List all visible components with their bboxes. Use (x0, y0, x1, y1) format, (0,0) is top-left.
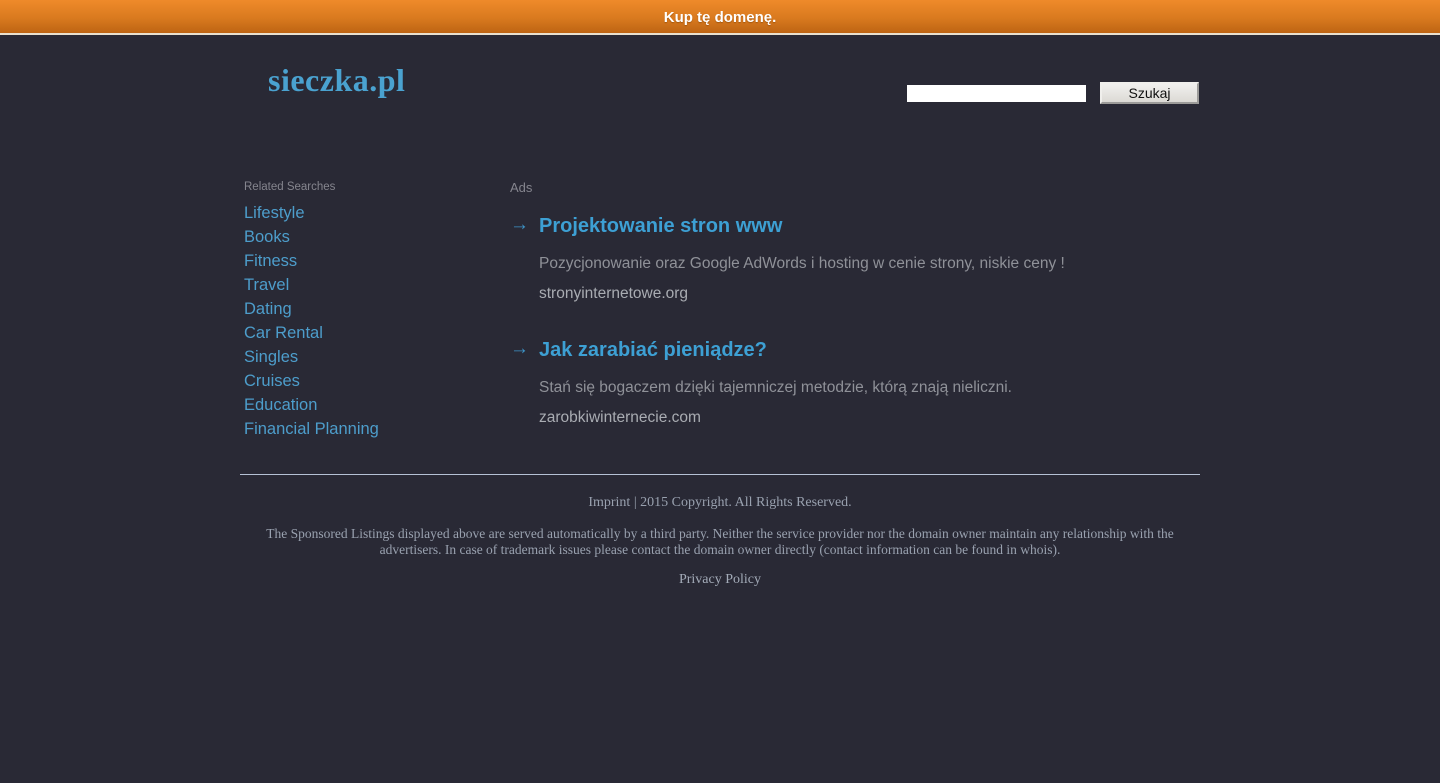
search-area (907, 82, 1199, 104)
main-content (240, 181, 1200, 441)
sponsored-listings-disclaimer: The Sponsored Listings displayed above are served automatically by a third party. Neither the service provider nor the domain owner maintain any relationship with the advertisers. In case of trademark issues please contact the domain owner directly (contact information can be found in whois). (266, 526, 1174, 557)
buy-domain-banner-text: Kup tę domenę. (663, 9, 777, 26)
copyright-text: | 2015 Copyright. All Rights Reserved. (633, 495, 852, 510)
ad-listing-2 (510, 339, 1200, 426)
ads-column (510, 181, 1200, 426)
imprint-link[interactable]: Imprint (588, 495, 631, 510)
related-link-singles[interactable]: Singles (244, 348, 299, 366)
ad-title-link[interactable]: Jak zarabiać pieniądze? (539, 339, 767, 361)
related-link-financial-planning[interactable]: Financial Planning (244, 420, 379, 438)
site-logo[interactable]: sieczka.pl (268, 62, 406, 98)
list-item (244, 321, 510, 345)
related-link-books[interactable]: Books (244, 228, 290, 246)
ads-section-title: Ads (510, 180, 533, 195)
related-searches-list (244, 201, 510, 441)
ad-listing-1 (510, 215, 1200, 302)
related-link-lifestyle[interactable]: Lifestyle (244, 204, 305, 222)
list-item (244, 201, 510, 225)
footer (240, 495, 1200, 588)
list-item (244, 273, 510, 297)
buy-domain-banner[interactable] (0, 0, 1440, 35)
list-item (244, 297, 510, 321)
related-link-travel[interactable]: Travel (244, 276, 290, 294)
footer-divider (240, 474, 1200, 475)
related-link-fitness[interactable]: Fitness (244, 252, 298, 270)
ad-title-link[interactable]: Projektowanie stron www (539, 215, 783, 237)
related-searches-title: Related Searches (244, 181, 336, 193)
page-container (240, 35, 1200, 588)
related-link-education[interactable]: Education (244, 396, 318, 414)
header (240, 35, 1200, 181)
list-item (244, 225, 510, 249)
privacy-line (240, 572, 1200, 588)
list-item (244, 417, 510, 441)
ad-description: Pozycjonowanie oraz Google AdWords i hosting w cenie strony, niskie ceny ! (539, 255, 1065, 272)
list-item (244, 393, 510, 417)
ad-display-url[interactable]: zarobkiwinternecie.com (539, 409, 701, 426)
related-link-dating[interactable]: Dating (244, 300, 292, 318)
ad-title-row (510, 215, 1200, 238)
search-button[interactable]: Szukaj (1100, 82, 1199, 104)
list-item (244, 249, 510, 273)
related-searches-column (240, 181, 510, 441)
search-input[interactable] (907, 85, 1086, 102)
list-item (244, 345, 510, 369)
privacy-policy-link[interactable]: Privacy Policy (678, 572, 762, 587)
arrow-right-icon: → (510, 214, 529, 235)
ad-display-url[interactable]: stronyinternetowe.org (539, 285, 689, 302)
arrow-right-icon: → (510, 338, 529, 359)
ad-description: Stań się bogaczem dzięki tajemniczej metodzie, którą znają nieliczni. (539, 379, 1012, 396)
ad-title-row (510, 339, 1200, 362)
list-item (244, 369, 510, 393)
copyright-line (240, 495, 1200, 511)
related-link-car-rental[interactable]: Car Rental (244, 324, 323, 342)
related-link-cruises[interactable]: Cruises (244, 372, 300, 390)
